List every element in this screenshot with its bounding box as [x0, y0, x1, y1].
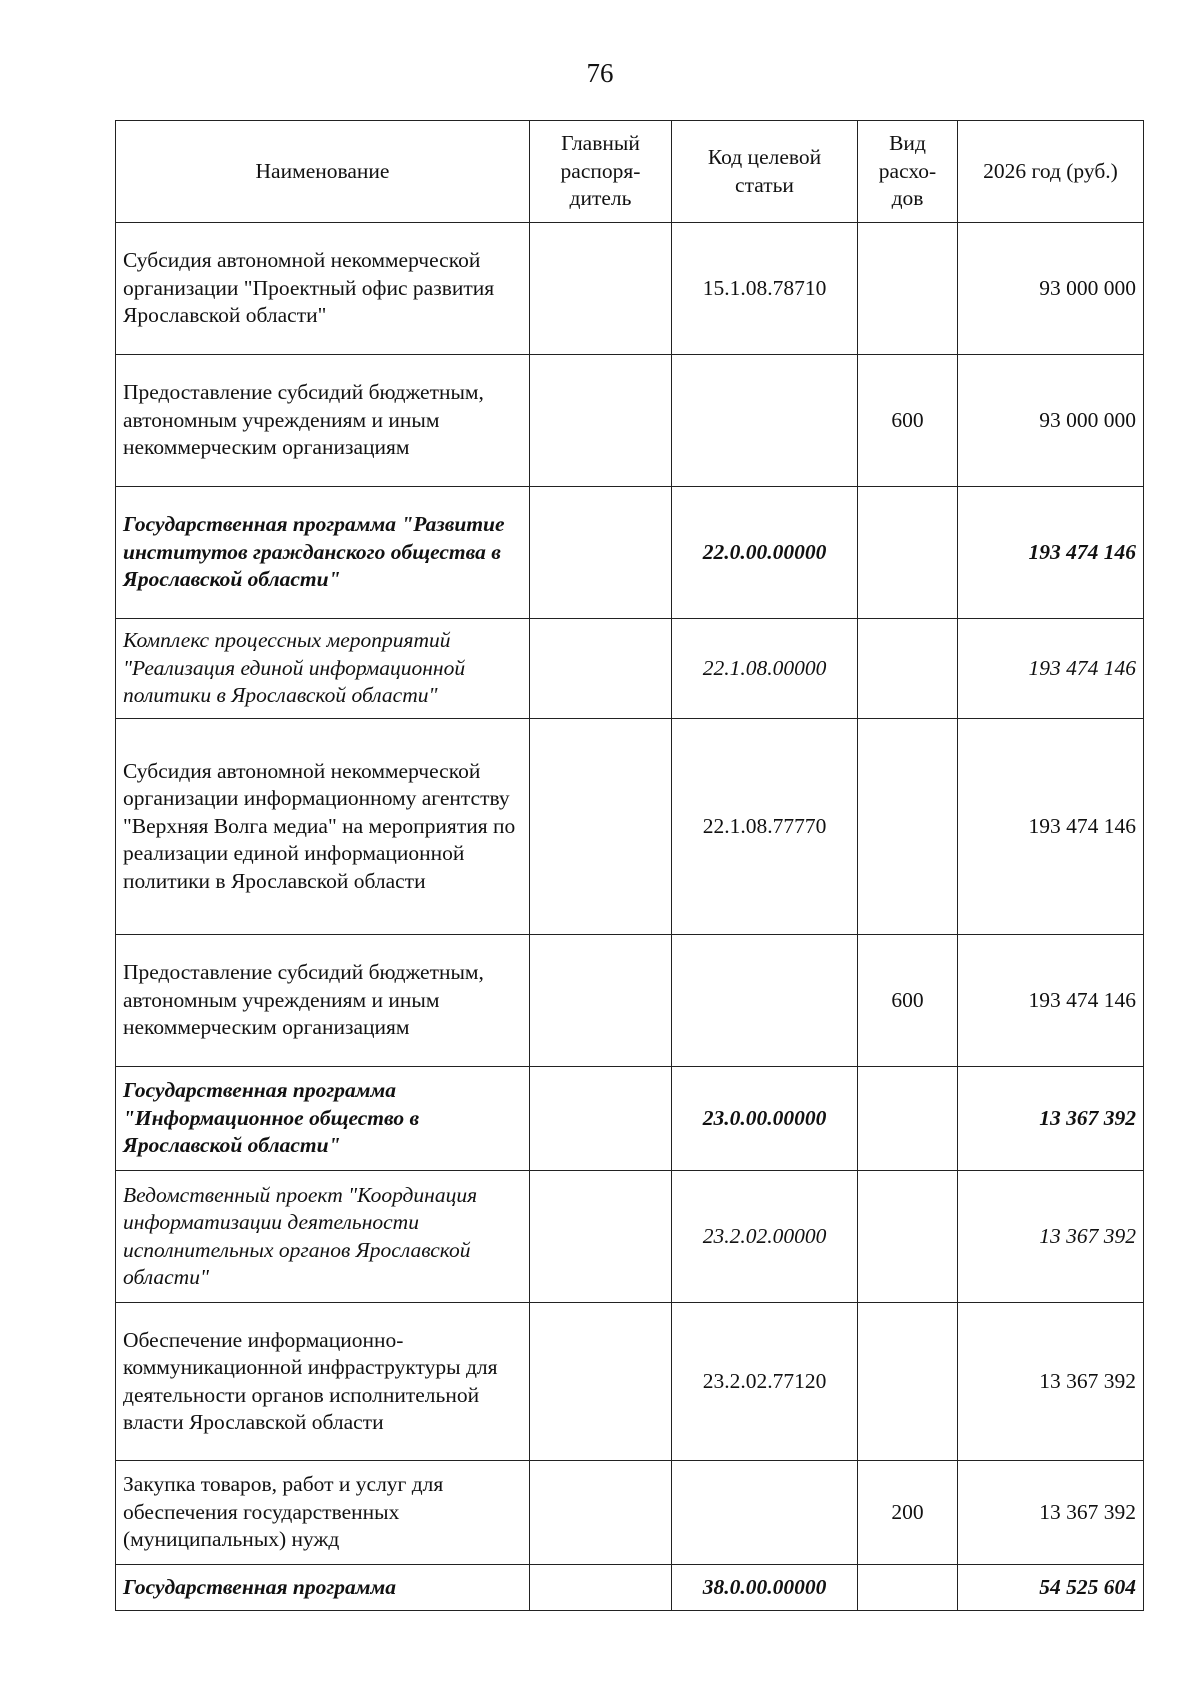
row-code: [672, 355, 858, 487]
row-kind: [858, 619, 958, 719]
row-manager: [530, 719, 672, 935]
row-code: 15.1.08.78710: [672, 223, 858, 355]
row-manager: [530, 1303, 672, 1461]
row-code: 22.1.08.77770: [672, 719, 858, 935]
table-row-program: [116, 487, 1144, 619]
row-sum: 193 474 146: [958, 935, 1144, 1067]
budget-table: [115, 120, 1144, 1611]
row-sum: 193 474 146: [958, 487, 1144, 619]
header-name: Наименование: [116, 121, 530, 223]
row-kind: 600: [858, 935, 958, 1067]
row-sum: 54 525 604: [958, 1565, 1144, 1611]
row-kind: [858, 1067, 958, 1171]
row-name: Обеспечение информационно-коммуникационной инфраструктуры для деятельности органов исполнительной власти Ярославской области: [116, 1303, 530, 1461]
row-manager: [530, 1067, 672, 1171]
table-row: [116, 223, 1144, 355]
row-name: Закупка товаров, работ и услуг для обеспечения государственных (муниципальных) нужд: [116, 1461, 530, 1565]
page-number: 76: [586, 58, 614, 88]
row-sum: 93 000 000: [958, 223, 1144, 355]
row-kind: [858, 1171, 958, 1303]
row-code: 22.1.08.00000: [672, 619, 858, 719]
header-code: Код целевой статьи: [672, 121, 858, 223]
row-sum: 93 000 000: [958, 355, 1144, 487]
row-code: 23.2.02.00000: [672, 1171, 858, 1303]
row-manager: [530, 1171, 672, 1303]
row-name: Предоставление субсидий бюджетным, автономным учреждениям и иным некоммерческим организациям: [116, 355, 530, 487]
row-manager: [530, 619, 672, 719]
row-kind: 600: [858, 355, 958, 487]
header-manager: Главный распоря-дитель: [530, 121, 672, 223]
row-name: Субсидия автономной некоммерческой организации информационному агентству "Верхняя Волга медиа" на мероприятия по реализации единой информационной политики в Ярославской области: [116, 719, 530, 935]
row-name: Государственная программа "Информационное общество в Ярославской области": [116, 1067, 530, 1171]
row-name: Государственная программа: [116, 1565, 530, 1611]
row-name: Комплекс процессных мероприятий "Реализация единой информационной политики в Ярославской области": [116, 619, 530, 719]
row-manager: [530, 355, 672, 487]
row-sum: 193 474 146: [958, 719, 1144, 935]
table-row-complex: [116, 619, 1144, 719]
table-row-complex: [116, 1171, 1144, 1303]
row-name: Предоставление субсидий бюджетным, автономным учреждениям и иным некоммерческим организациям: [116, 935, 530, 1067]
row-manager: [530, 1565, 672, 1611]
row-name: Государственная программа "Развитие институтов гражданского общества в Ярославской области": [116, 487, 530, 619]
row-kind: 200: [858, 1461, 958, 1565]
row-code: [672, 935, 858, 1067]
row-name: Ведомственный проект "Координация информатизации деятельности исполнительных органов Ярославской области": [116, 1171, 530, 1303]
row-name: Субсидия автономной некоммерческой организации "Проектный офис развития Ярославской области": [116, 223, 530, 355]
row-sum: 13 367 392: [958, 1067, 1144, 1171]
row-kind: [858, 719, 958, 935]
row-kind: [858, 1565, 958, 1611]
table-row-program: [116, 1067, 1144, 1171]
row-kind: [858, 487, 958, 619]
row-code: 23.0.00.00000: [672, 1067, 858, 1171]
row-sum: 13 367 392: [958, 1303, 1144, 1461]
table-row-program: [116, 1565, 1144, 1611]
table-row: [116, 719, 1144, 935]
table-row: [116, 1461, 1144, 1565]
table-row: [116, 935, 1144, 1067]
header-kind: Вид расхо-дов: [858, 121, 958, 223]
row-code: 22.0.00.00000: [672, 487, 858, 619]
table-header-row: [116, 121, 1144, 223]
row-sum: 13 367 392: [958, 1171, 1144, 1303]
table-row: [116, 1303, 1144, 1461]
row-manager: [530, 935, 672, 1067]
table-row: [116, 355, 1144, 487]
row-sum: 193 474 146: [958, 619, 1144, 719]
row-code: 38.0.00.00000: [672, 1565, 858, 1611]
row-manager: [530, 487, 672, 619]
row-code: 23.2.02.77120: [672, 1303, 858, 1461]
row-manager: [530, 223, 672, 355]
header-sum: 2026 год (руб.): [958, 121, 1144, 223]
row-sum: 13 367 392: [958, 1461, 1144, 1565]
row-code: [672, 1461, 858, 1565]
row-manager: [530, 1461, 672, 1565]
row-kind: [858, 223, 958, 355]
row-kind: [858, 1303, 958, 1461]
